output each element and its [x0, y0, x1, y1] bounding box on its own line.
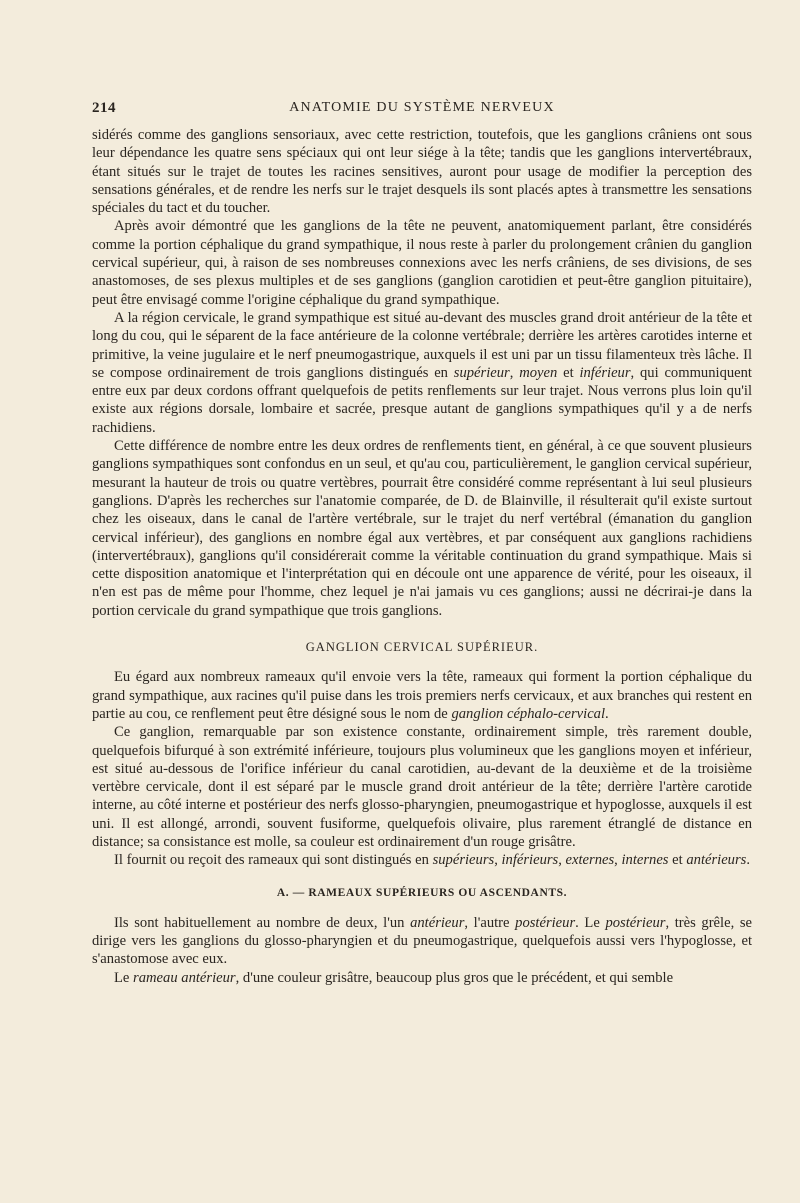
paragraph-3 — [92, 309, 752, 437]
text-run: , qui communiquent entre eux par deux cordons offrant quelquefois de petits renflements sur leur trajet. Nous verrons plus loin qu'il existe aux régions dorsale, lombaire et sacrée, presque autant de ganglions sympathiques qu'il y a de nerfs rachidiens. — [92, 364, 752, 436]
italic-term: antérieur — [410, 914, 465, 931]
text-run: , — [558, 852, 566, 869]
text-run: A la région cervicale, le grand sympathique est situé au-devant des muscles grand droit antérieur de la tête et long du cou, qui le séparent de la face antérieure de la colonne vertébrale; derrière les artères carotides interne et primitive, la veine jugulaire et le nerf pneumogastrique, auxquels il est uni par un tissu filamenteux très lâche. Il se compose ordinairement de trois ganglions distingués en — [92, 309, 752, 381]
text-run: Le — [114, 969, 134, 986]
section-title: GANGLION CERVICAL SUPÉRIEUR. — [305, 640, 539, 655]
italic-term: postérieur — [605, 914, 666, 931]
paragraph-1: sidérés comme des ganglions sensoriaux, avec cette restriction, toutefois, que les ganglions crâniens ont sous leur dépendance les quatre sens spéciaux qui ont leur siége à la tête; tandis que les ganglions intervertébraux, étant situés sur le trajet de toutes les racines sensitives, auront pour usage de modifier la perception des sensations générales, et de rendre les nerfs sur le trajet desquels ils sont placés aptes à transmettre les sensations spéciales du tact et du toucher. — [92, 127, 752, 217]
italic-term: inférieur — [579, 364, 631, 381]
italic-term: supérieur — [453, 364, 510, 381]
page-number: 214 — [92, 100, 116, 116]
text-run: et — [557, 364, 580, 381]
page-body — [92, 126, 752, 987]
text-run: , l'autre — [464, 914, 516, 931]
page-header — [92, 100, 752, 122]
subsection-title: A. — RAMEAUX SUPÉRIEURS OU ASCENDANTS. — [276, 886, 568, 899]
italic-term: externes — [565, 852, 615, 869]
paragraph-2: Après avoir démontré que les ganglions de la tête ne peuvent, anatomiquement parlant, être considérés comme la portion céphalique du grand sympathique, il nous reste à parler du prolongement crânien du ganglion cervical supérieur, qui, à raison de ses nombreuses connexions avec les nerfs crâniens, de ses divisions, de ses anastomoses, de ses plexus multiples et de ses ganglions (ganglion carotidien et peut-être ganglion pituitaire), peut être envisagé comme l'origine céphalique du grand sympathique. — [92, 218, 752, 308]
italic-term: internes — [621, 852, 669, 869]
text-run: , — [614, 852, 622, 869]
text-run: , très grêle, se dirige vers les ganglions du glosso-pharyngien et du pneumogastrique, quelquefois aussi vers l'hypoglosse, et s'anastomose avec eux. — [92, 914, 752, 968]
text-run: Eu égard aux nombreux rameaux qu'il envoie vers la tête, rameaux qui forment la portion céphalique du grand sympathique, aux racines qu'il puise dans les trois premiers nerfs cervicaux, et aux branches qui restent en partie au cou, ce renflement peut être désigné sous le nom de — [92, 669, 752, 722]
text-run: , — [509, 364, 520, 381]
text-run: , — [494, 852, 502, 869]
text-run: Ils sont habituellement au nombre de deux, l'un — [114, 914, 411, 931]
paragraph-5 — [92, 668, 752, 723]
text-run: . — [605, 705, 609, 722]
italic-term: rameau antérieur — [133, 969, 236, 986]
italic-term: moyen — [519, 364, 558, 381]
running-title: ANATOMIE DU SYSTÈME NERVEUX — [289, 100, 555, 115]
italic-term: supérieurs — [432, 852, 495, 869]
text-run: . Le — [575, 914, 606, 931]
paragraph-4: Cette différence de nombre entre les deux ordres de renflements tient, en général, à ce que souvent plusieurs ganglions sympathiques sont confondus en un seul, et qu'au cou, particulièrement, le ganglion cervical supérieur, mesurant la hauteur de trois ou quatre vertèbres, pourrait être considéré comme représentant à lui seul plusieurs ganglions. D'après les recherches sur l'anatomie comparée, de D. de Blainville, il résulterait qu'il existe surtout chez les oiseaux, dans le canal de l'artère vertébrale, sur le trajet du nerf vertébral (émanation du ganglion cervical inférieur), des ganglions en nombre égal aux vertèbres, et par conséquent aux ganglions rachidiens (intervertébraux), ganglions qu'il considérerait comme la véritable continuation du grand sympathique. Mais si cette disposition anatomique et l'interprétation qui en découle ont une apparence de vérité, pour les oiseaux, il n'en est pas de même pour l'homme, chez lequel je n'ai jamais vu ces ganglions; aussi ne décrirai-je dans la portion cervicale du grand sympathique que trois ganglions. — [92, 438, 752, 619]
paragraph-6: Ce ganglion, remarquable par son existence constante, ordinairement simple, très rarement double, quelquefois bifurqué à son extrémité inférieure, toujours plus volumineux que les ganglions moyen et inférieur, est situé au-dessous de l'orifice inférieur du canal carotidien, au-devant de la deuxième et de la troisième vertèbre cervicale, dont il est séparé par le muscle grand droit antérieur de la tête; derrière l'artère carotide interne, au côté interne et postérieur des nerfs glosso-pharyngien, pneumogastrique et hypoglosse, auxquels il est uni. Il est allongé, arrondi, souvent fusiforme, quelquefois olivaire, plus rarement étranglé de distance en distance; sa consistance est molle, sa couleur est ordinairement d'un rouge grisâtre. — [92, 724, 752, 850]
text-run: et — [668, 852, 687, 869]
text-run: Il fournit ou reçoit des rameaux qui sont distingués en — [114, 852, 433, 869]
italic-term: ganglion céphalo-cervical — [451, 705, 606, 722]
paragraph-8 — [92, 914, 752, 969]
paragraph-7 — [92, 851, 752, 869]
italic-term: inférieurs — [501, 852, 559, 869]
paragraph-9 — [92, 969, 752, 987]
italic-term: postérieur — [515, 914, 576, 931]
text-run: , d'une couleur grisâtre, beaucoup plus gros que le précédent, et qui semble — [235, 969, 674, 986]
italic-term: antérieurs — [686, 852, 747, 869]
text-run: . — [746, 852, 750, 869]
